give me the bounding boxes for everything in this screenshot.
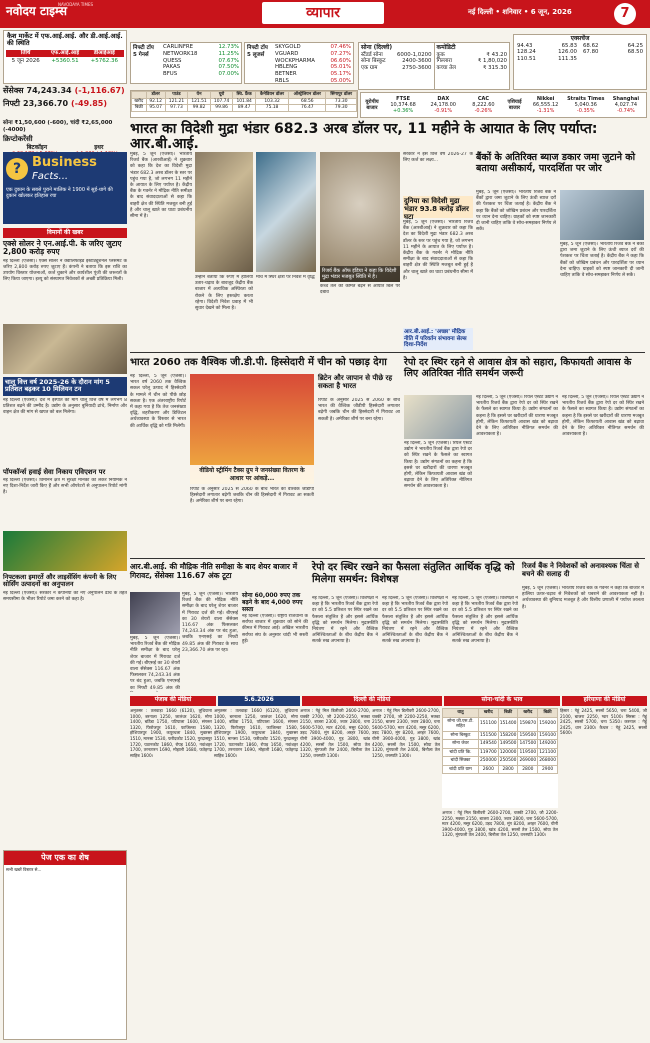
bullion-cell: 149500 bbox=[499, 741, 517, 746]
gold-silver-brief: सोना ₹1,50,600 (-600), चांदी ₹2,65,000 (-4000) bbox=[3, 120, 113, 133]
currency-header: ऑस्ट्रेलियन डॉलर bbox=[289, 92, 326, 99]
world-market-value: 24,178.00 bbox=[430, 101, 456, 108]
commodity-row-value: ₹ 43.20 bbox=[486, 51, 507, 58]
gdp-body-col3: रिपोर्ट के अनुसार 2025 से 2060 के बीच भारत की वैश्विक जीडीपी हिस्सेदारी लगातार बढ़ेगी जबकि चीन की हिस्सेदारी में गिरावट आ सकती है। अमेरिका शीर्ष पर बना रहेगा। bbox=[318, 398, 400, 422]
haryana-mandi-tab[interactable]: हरियाणा की मंडियां bbox=[562, 696, 647, 706]
gdp-subhead[interactable]: ब्रिटेन और जापान से पीछे रह सकता है भारत bbox=[318, 374, 393, 390]
forex-row bbox=[517, 56, 577, 63]
world-market-change: -1.31% bbox=[536, 108, 555, 115]
currency-sell: 79.30 bbox=[326, 105, 357, 112]
bullion-cell: 159500 bbox=[519, 732, 537, 738]
bullion-cell: चांदी प्रति कि. bbox=[443, 748, 479, 757]
bullion-tab[interactable]: सोना-चांदी के भाव bbox=[444, 696, 560, 706]
newspaper-logo[interactable]: नवोदय टाइम्स bbox=[6, 4, 68, 18]
currency-buy: 121.21 bbox=[165, 98, 188, 105]
bullion-row bbox=[443, 740, 558, 749]
commodity-row-value: ₹ 315.30 bbox=[482, 65, 507, 71]
gold-side-headline[interactable]: सोना 60,000 रुपए तक बढ़ने के बाद 4,000 रुपए सस्ता bbox=[242, 592, 303, 613]
bullion-row bbox=[443, 748, 558, 757]
gainer-row bbox=[163, 44, 239, 51]
commodity-title: कमोडिटी bbox=[436, 44, 456, 51]
currency-header: पाउंड bbox=[165, 92, 188, 99]
bullion-table bbox=[442, 708, 558, 774]
left-news-2-body: नई दिल्ली (एजेंसी)। देश में इस्पात की मांग चालू वित्त वर्ष में लगभग 8 प्रतिशत बढ़ने की उम्मीद है। उद्योग के अनुसार बुनियादी ढांचे, निर्माण और वाहन क्षेत्र की मांग से खपत को बल मिलेगा। bbox=[3, 397, 127, 415]
world-market-change: -0.74% bbox=[617, 108, 635, 115]
forex-right-row-value: 68.50 bbox=[627, 49, 643, 56]
market-headline[interactable]: आर.बी.आई. की मौद्रिक नीति समीक्षा के बाद शेयर बाजार में गिरावट, सेंसेक्स 116.67 अंक टूटा bbox=[130, 562, 298, 580]
page-number: 7 bbox=[614, 3, 636, 25]
world-market-change: -0.35% bbox=[576, 108, 595, 115]
solar-plant-photo bbox=[3, 324, 127, 374]
loser-row-label: VGUARD bbox=[275, 50, 299, 57]
world-market-name: Shanghai bbox=[612, 95, 640, 102]
loser-row bbox=[275, 51, 351, 58]
sensex-label: सेंसेक्स bbox=[3, 86, 24, 95]
gainer-row-label: CARLINFRE bbox=[163, 44, 194, 50]
fii-col-fii: एफ.आई.आई bbox=[50, 50, 80, 56]
currency-header: स्वि. फ्रैंक bbox=[233, 92, 256, 99]
repo-expert-headline[interactable]: रेपो दर स्थिर रखने का फैसला संतुलित आर्थिक वृद्धि को मिलेगा समर्थन: विशेषज्ञ bbox=[312, 562, 515, 585]
repo-expert-col3: नई दिल्ली, 5 जून (एजेंसी)। विशेषज्ञों ने कहा है कि भारतीय रिजर्व बैंक द्वारा रेपो दर को 5.5 प्रतिशत पर स्थिर रखने का फैसला संतुलित है और इससे आर्थिक वृद्धि को समर्थन मिलेगा। मुद्रास्फीति नियंत्रण में रहने और वैश्विक अनिश्चितताओं के बीच केंद्रीय बैंक ने सतर्क रुख अपनाया है। bbox=[452, 596, 518, 645]
dii-value: +5762.36 bbox=[90, 57, 118, 64]
left-news-1-head[interactable]: एक्से सोलर ने एन.आई.पी. के जरिए जुटाए 2,800 करोड़ रुपए bbox=[3, 238, 122, 256]
world-market bbox=[526, 96, 566, 115]
commodity-row bbox=[437, 65, 508, 72]
game-photo bbox=[3, 531, 127, 571]
gold-row-value: 2750-3600 bbox=[402, 65, 432, 71]
gainer-row bbox=[163, 58, 239, 65]
currency-header: कैनेडियन डॉलर bbox=[255, 92, 288, 99]
bullion-row bbox=[443, 731, 558, 740]
currency-sell: 89.47 bbox=[233, 105, 256, 112]
nifty-gainers-box bbox=[130, 42, 242, 84]
loser-row bbox=[275, 44, 351, 51]
commodity-row-label: गिल्लारा bbox=[436, 58, 453, 65]
gainer-row-value: 11.25% bbox=[218, 50, 239, 57]
bullion-cell: 2900 bbox=[538, 765, 558, 774]
housing-photo bbox=[404, 395, 472, 439]
world-market bbox=[383, 96, 423, 115]
bullion-cell: 119700 bbox=[479, 749, 497, 755]
gdp-infographic bbox=[190, 374, 314, 484]
forex-row-label: 128.24 bbox=[517, 49, 536, 56]
info-icon: ? bbox=[6, 158, 28, 180]
bullion-cell: चांदी सिक्का bbox=[443, 757, 479, 766]
gainer-row-value: 07.00% bbox=[218, 71, 239, 77]
gold-rows bbox=[361, 52, 432, 72]
currency-sell: 99.82 bbox=[188, 105, 211, 112]
forex-title: एक्सचेंज bbox=[570, 35, 590, 42]
section-title: व्यापार bbox=[262, 2, 384, 24]
forex-right-rows bbox=[580, 43, 646, 63]
repo-expert-col1: नई दिल्ली, 5 जून (एजेंसी)। विशेषज्ञों ने कहा है कि भारतीय रिजर्व बैंक द्वारा रेपो दर को 5.5 प्रतिशत पर स्थिर रखने का फैसला संतुलित है और इससे आर्थिक वृद्धि को समर्थन मिलेगा। मुद्रास्फीति नियंत्रण में रहने और वैश्विक अनिश्चितताओं के बीच केंद्रीय बैंक ने सतर्क रुख अपनाया है। bbox=[312, 596, 378, 645]
bullion-cell: 250500 bbox=[499, 758, 517, 763]
remainder-title[interactable]: पेज एक का शेष bbox=[4, 851, 126, 865]
forex-right-row bbox=[583, 49, 643, 56]
bullion-cell: चांदी प्रति ग्राम bbox=[443, 765, 479, 774]
repo-body-col3: नई दिल्ली, 5 जून (एजेंसी)। रियल एस्टेट उद्योग ने भारतीय रिजर्व बैंक द्वारा रेपो दर को स्थिर रखने के फैसले का स्वागत किया है। उद्योग संगठनों का कहना है कि इससे घर खरीदारों की धारणा मजबूत होगी, लेकिन किफायती आवास खंड को बढ़ावा देने के लिए अतिरिक्त नीतिगत समर्थन की आवश्यकता है। bbox=[562, 395, 644, 438]
lead-body-col2: उन्होंने बताया कि रुपए में हालिया उतार-चढ़ाव के बावजूद केंद्रीय बैंक बाजार में अत्यधिक अस्थिरता को रोकने के लिए हस्तक्षेप करता रहेगा। विदेशी निवेश प्रवाह में भी सुधार देखने को मिला है। bbox=[195, 275, 253, 312]
world-market-value: 5,040.36 bbox=[574, 101, 597, 108]
rbi-emblem-photo bbox=[320, 152, 400, 282]
world-market-name: FTSE bbox=[396, 95, 410, 102]
asia-label: एशियाई बाजार bbox=[507, 98, 522, 111]
sensex-value: 74,243.34 bbox=[26, 86, 72, 95]
bullion-cell: 149200 bbox=[539, 741, 556, 746]
governor-photo bbox=[130, 592, 180, 634]
gdp-headline[interactable]: भारत 2060 तक वैश्विक जी.डी.पी. हिस्सेदारी में चीन को पछाड़ देगा bbox=[130, 357, 387, 368]
right-body-col1: मुंबई, 5 जून (एजेंसी)। भारतीय रिजर्व बैंक ने बैंकों द्वारा जमा जुटाने के लिए ऊंची ब्याज दरों की पेशकश पर चिंता जताई है। केंद्रीय बैंक ने कहा कि बैंकों को जोखिम प्रबंधन और पारदर्शिता पर ध्यान देना चाहिए। ग्राहकों को स्पष्ट जानकारी दी जानी चाहिए ताकि वे सोच-समझकर निर्णय ले सकें। bbox=[476, 190, 556, 233]
gainer-row-value: 07.50% bbox=[218, 64, 239, 71]
bullion-cell: सोना बिस्कुट bbox=[443, 731, 479, 740]
bullion-cell: 121100 bbox=[539, 749, 556, 755]
gainers-label: निफ्टी टॉप 5 गेनर्स bbox=[133, 45, 154, 58]
asia-markets bbox=[526, 96, 647, 115]
gold-row-label: एक ग्राम bbox=[361, 65, 378, 71]
btc-label: बिटकॉइन bbox=[26, 143, 48, 151]
fii-dii-title: कैश मार्केट में एफ.आई.आई. और डी.आई.आई. की स्थिति bbox=[7, 32, 123, 47]
left-news-1-body: नई दिल्ली (एजेंसी)। एक्से सोलर ने क्वालिफाइड इंस्टीट्यूशनल प्लेसमेंट के जरिए 2,800 करोड़ रुपए जुटाए हैं। कंपनी ने बताया कि इस राशि का उपयोग विस्तार योजनाओं, कर्ज चुकाने और कार्यशील पूंजी की जरूरतों के लिए किया जाएगा। इश्यू को संस्थागत निवेशकों से अच्छी प्रतिक्रिया मिली। bbox=[3, 258, 127, 283]
loser-row bbox=[275, 71, 351, 78]
loser-row-label: WOCKPHARMA bbox=[275, 57, 315, 64]
eth-label: इथर bbox=[94, 143, 104, 151]
world-market-change: -0.26% bbox=[474, 108, 493, 115]
gold-row-value: 2400-3600 bbox=[402, 58, 432, 65]
gainer-row bbox=[163, 64, 239, 71]
bullion-cell: 2800 bbox=[498, 765, 518, 774]
lead-body-col3: कच्चे तेल की कीमतें बढ़ने से आयात बिल पर दबाव bbox=[320, 284, 400, 296]
business-facts-body: एक दुकान के सबसे पुराने मालिक ने 1900 में सुई-धागे की दुकान खोलकर इतिहास रचा bbox=[6, 186, 113, 199]
currency-grid bbox=[131, 91, 357, 112]
world-market-name: Straits Times bbox=[567, 95, 605, 102]
world-market-value: 10,374.68 bbox=[390, 101, 416, 108]
currency-buy: 107.74 bbox=[210, 98, 233, 105]
world-market-change: +0.36% bbox=[393, 108, 414, 115]
loser-row bbox=[275, 78, 351, 85]
fii-value: +5360.51 bbox=[51, 57, 79, 64]
fii-date: 5 जून 2026 bbox=[11, 57, 40, 64]
gainer-row-label: PAKAS bbox=[163, 64, 181, 71]
bullion-box bbox=[358, 42, 510, 90]
haryana-mandi-col: हिसार : गेहूं 2425, सरसों 5650, चना 5400, जौ 2100, बाजरा 2250, ग्वार 5100। सिरसा : गेहूं 2425, सरसों 5700, चना 5350। करनाल : गेहूं 2425, धान 2300। कैथल : गेहूं 2425, सरसों 5600। bbox=[560, 708, 647, 736]
gold-row-label: सोना बिस्कुट bbox=[361, 58, 386, 65]
forex-row-value: 111.35 bbox=[558, 56, 577, 62]
nifty-label: निफ्टी bbox=[3, 99, 20, 108]
separator bbox=[130, 352, 645, 353]
left-news-2-head[interactable]: चालू वित्त वर्ष 2025-26 के दौरान मांग 5 प्रतिशत बढ़कर 10 मिलियन टन bbox=[3, 377, 127, 396]
bullion-cell: 119500 bbox=[519, 749, 537, 755]
gold-title: सोना (दिल्ली) bbox=[361, 44, 393, 51]
left-news-4-head[interactable]: निफ्टकला इमारतें और लाइसेंसिंग कंपनी के लिए सोर्सिंग उत्पादनों का अनुपालन bbox=[3, 572, 117, 588]
gold-row-value: 6000-1,0200 bbox=[396, 51, 432, 58]
bullion-col-header: खरीद bbox=[478, 709, 498, 718]
left-news-4-body: नई दिल्ली (एजेंसी)। सरकार ने कंपनियों को नए अनुपालन ढांचे के तहत समयसीमा के भीतर रिपोर्ट जमा करने को कहा है। bbox=[3, 590, 127, 602]
europe-label: यूरोपीय बाजार bbox=[365, 98, 379, 111]
bullion-cell: सोना जेवर bbox=[443, 740, 479, 749]
loser-row-value: 07.46% bbox=[330, 44, 351, 50]
bullion-col-header: खरीद bbox=[518, 709, 538, 718]
delhi-mandi-col2: अनाज : गेहूं मिल डिलीवरी 2600-2700, चक्की 2700, जौ 2200-2250, मक्का 2150, बाजरा 2300, ज्वार 2800, चना 5600-5700, मटर 4200, मसूर 6200, उड़द 7800, मूंग 8200, अरहर 7600, चीनी 3900-4000, गुड़ 3800, खांड 4200, सरसों तेल 1500, सोया तेल 1320, मूंगफली तेल 2400, बिनौला तेल 1250, वनस्पति 1300। bbox=[372, 708, 440, 758]
commodity-rows bbox=[437, 52, 508, 72]
lead-photo-caption: रिजर्व बैंक ऑफ इंडिया ने कहा कि विदेशी मुद्रा भंडार मजबूत स्थिति में है। bbox=[320, 266, 400, 283]
loser-row-value: 05.00% bbox=[330, 77, 351, 84]
gainers-list bbox=[161, 43, 241, 83]
lead-body-col1: मुंबई, 5 जून (एजेंसी)। भारतीय रिजर्व बैंक (आरबीआई) ने शुक्रवार को कहा कि देश का विदेशी मुद्रा भंडार 682.3 अरब डॉलर के स्तर पर पहुंच गया है, जो लगभग 11 महीने के आयात के लिए पर्याप्त है। केंद्रीय बैंक के गवर्नर ने मौद्रिक नीति समीक्षा के बाद संवाददाताओं से कहा कि बाहरी क्षेत्र की स्थिति मजबूत बनी हुई है और चालू खाते का घाटा प्रबंधनीय सीमा में है। bbox=[130, 152, 192, 220]
loser-row-value: 05.17% bbox=[330, 71, 351, 77]
world-market bbox=[566, 96, 606, 115]
currency-buy: 103.32 bbox=[255, 98, 288, 105]
bullion-table-box bbox=[442, 708, 558, 808]
gdp-body-col2: रिपोर्ट के अनुसार 2025 से 2060 के बीच भारत की वैश्विक जीडीपी हिस्सेदारी लगातार बढ़ेगी जबकि चीन की हिस्सेदारी में गिरावट आ सकती है। अमेरिका शीर्ष पर बना रहेगा। bbox=[190, 487, 314, 505]
lead-kicker: सरकार ने इस वित्त वर्ष 2026-27 के लिए कर्ज का लक्ष्य... bbox=[403, 152, 473, 164]
lead-building-photo bbox=[256, 152, 316, 272]
world-market-name: CAC bbox=[477, 95, 490, 102]
bullion-cell: 2800 bbox=[518, 765, 538, 774]
world-markets-box bbox=[360, 92, 647, 118]
forex-row-value: 126.00 bbox=[558, 49, 577, 56]
forex-right-row-value: 64.25 bbox=[627, 42, 643, 49]
right-photo bbox=[560, 190, 644, 240]
gainer-row-label: NETWORK18 bbox=[163, 50, 198, 57]
crypto-title: क्रिप्टोकरेंसी bbox=[3, 134, 33, 143]
fii-col-date: तिथि bbox=[20, 50, 31, 56]
loser-row-label: RBLS bbox=[275, 77, 289, 84]
currency-table bbox=[130, 90, 358, 118]
commodity-row-value: ₹ 1,80,020 bbox=[477, 58, 507, 65]
bullion-col-header: बिक्री bbox=[498, 709, 518, 718]
world-market-name: Nikkei bbox=[536, 95, 555, 102]
gainer-row-value: 12.73% bbox=[218, 44, 239, 50]
logo-subtitle: NAVODAYA TIMES bbox=[58, 2, 94, 7]
rbi-advice-body: मुंबई, 5 जून (एजेंसी)। भारतीय रिजर्व बैंक के गवर्नर ने कहा कि बाजार में हालिया उतार-चढ़ाव से निवेशकों को घबराने की आवश्यकता नहीं है। अर्थव्यवस्था की बुनियाद मजबूत है और वित्तीय प्रणाली में पर्याप्त तरलता है। bbox=[522, 586, 644, 610]
currency-sell: 95.07 bbox=[146, 105, 165, 112]
forex-right-row bbox=[583, 43, 643, 50]
repo-expert-col2: नई दिल्ली, 5 जून (एजेंसी)। विशेषज्ञों ने कहा है कि भारतीय रिजर्व बैंक द्वारा रेपो दर को 5.5 प्रतिशत पर स्थिर रखने का फैसला संतुलित है और इससे आर्थिक वृद्धि को समर्थन मिलेगा। मुद्रास्फीति नियंत्रण में रहने और वैश्विक अनिश्चितताओं के बीच केंद्रीय बैंक ने सतर्क रुख अपनाया है। bbox=[382, 596, 448, 645]
forex-row bbox=[517, 49, 577, 56]
europe-markets bbox=[383, 96, 504, 115]
loser-row-label: HBLENG bbox=[275, 64, 298, 71]
loser-row-value: 05.01% bbox=[330, 64, 351, 71]
nifty-losers-box bbox=[244, 42, 354, 84]
left-news-column bbox=[3, 228, 127, 848]
bullion-cell: 159100 bbox=[539, 732, 556, 738]
sell-label: बिक्री bbox=[132, 105, 147, 112]
market-body-col0: मुंबई, 5 जून (एजेंसी)। भारतीय रिजर्व बैंक की मौद्रिक नीति समीक्षा के बाद घरेलू शेयर बाजार में गिरावट दर्ज की गई। बीएसई का 30 शेयरों वाला सेंसेक्स 116.67 अंक फिसलकर 74,243.34 अंक पर बंद हुआ, जबकि एनएसई का निफ्टी 49.85 अंक की bbox=[130, 636, 180, 691]
currency-sell: 76.47 bbox=[289, 105, 326, 112]
bullion-cell: 268000 bbox=[539, 758, 556, 763]
gold-row bbox=[361, 58, 432, 65]
lead-body-col4: मुंबई, 5 जून (एजेंसी)। भारतीय रिजर्व बैंक (आरबीआई) ने शुक्रवार को कहा कि देश का विदेशी मुद्रा भंडार 682.3 अरब डॉलर के स्तर पर पहुंच गया है, जो लगभग 11 महीने के आयात के लिए पर्याप्त है। केंद्रीय बैंक के गवर्नर ने मौद्रिक नीति समीक्षा के बाद संवाददाताओं से कहा कि बाहरी क्षेत्र की स्थिति मजबूत बनी हुई है और चालू खाते का घाटा प्रबंधनीय सीमा में है। bbox=[403, 220, 473, 281]
bullion-row bbox=[443, 757, 558, 766]
gainer-row bbox=[163, 51, 239, 58]
loser-row-value: 07.27% bbox=[330, 50, 351, 57]
bullion-cell: 149540 bbox=[479, 741, 497, 746]
currency-buy: 68.56 bbox=[289, 98, 326, 105]
currency-buy: 73.30 bbox=[326, 98, 357, 105]
loser-row-value: 06.60% bbox=[330, 57, 351, 64]
bullion-cell: 2600 bbox=[478, 765, 498, 774]
indices-box bbox=[3, 86, 127, 116]
business-facts-sub: Facts... bbox=[32, 171, 69, 183]
gold-row bbox=[361, 65, 432, 72]
right-body-col2: मुंबई, 5 जून (एजेंसी)। भारतीय रिजर्व बैंक ने बैंकों द्वारा जमा जुटाने के लिए ऊंची ब्याज दरों की पेशकश पर चिंता जताई है। केंद्रीय बैंक ने कहा कि बैंकों को जोखिम प्रबंधन और पारदर्शिता पर ध्यान देना चाहिए। ग्राहकों को स्पष्ट जानकारी दी जानी चाहिए ताकि वे सोच-समझकर निर्णय ले सकें। bbox=[560, 242, 644, 279]
world-market-change: -0.91% bbox=[434, 108, 453, 115]
lead-box-head[interactable]: दुनिया का विदेशी मुद्रा भंडार 93.8 करोड़ डॉलर घटा bbox=[403, 196, 473, 218]
forex-row-label: 94.43 bbox=[517, 42, 533, 49]
lead-headline[interactable]: भारत का विदेशी मुद्रा भंडार 682.3 अरब डॉलर पर, 11 महीने के आयात के लिए पर्याप्त: आर.बी.आई. bbox=[130, 121, 598, 152]
world-market bbox=[463, 96, 503, 115]
gold-row-label: स्टैंडर्ड सोना bbox=[361, 51, 383, 58]
currency-sell: 97.73 bbox=[165, 105, 188, 112]
buy-label: खरीद bbox=[132, 98, 147, 105]
punjab-mandi-col1: अमृतसर : तलवाड़ा 1660 (6120), लुधियाना 1000, बरनाला 1250, जालंधर 1620, मोगा 1400, बठिंडा 1750, पटियाला 1600, संगरूर 1320, फिरोजपुर 1610, फाजिल्का 1580, होशियारपुर 1900, कपूरथला 1840, मुक्तसर 1510, मानसा 1530, फरीदकोट 1520, गुरदासपुर 1720, पठानकोट 1860, रोपड़ 1650, नवांशहर 1700, तरनतारन 1690, मोहाली 1680, फतेहगढ़ साहिब 1600। bbox=[130, 708, 212, 758]
remainder-body: सभी खबरें विस्तार से... bbox=[6, 867, 42, 872]
forex-right-row-label: 67.80 bbox=[583, 49, 599, 56]
bullion-cell: 120000 bbox=[499, 749, 517, 755]
right-headline[interactable]: बैंकों के अतिरिक्त ब्याज डकार जमा जुटाने को बताया असीकार्य, पारदर्शिता पर जोर bbox=[476, 152, 636, 174]
mandi-header-bar bbox=[130, 696, 647, 706]
world-market bbox=[606, 96, 646, 115]
forex-left-rows bbox=[514, 43, 580, 63]
bullion-cell: 151100 bbox=[478, 717, 498, 731]
market-body-col1: मुंबई, 5 जून (एजेंसी)। भारतीय रिजर्व बैंक की मौद्रिक नीति समीक्षा के बाद घरेलू शेयर बाजार में गिरावट दर्ज की गई। बीएसई का 30 शेयरों वाला सेंसेक्स 116.67 अंक फिसलकर 74,243.34 अंक पर बंद हुआ, जबकि एनएसई का निफ्टी 49.85 अंक की गिरावट के साथ 23,366.70 अंक पर रहा। bbox=[182, 592, 238, 653]
bullion-col-header: बिक्री bbox=[538, 709, 558, 718]
bullion-cell: 151400 bbox=[498, 717, 518, 731]
losers-list bbox=[273, 43, 353, 83]
fii-col-dii: डीआईआई bbox=[93, 50, 115, 56]
gainer-row-label: BFUS bbox=[163, 71, 178, 77]
losers-label: निफ्टी टॉप 5 लूजर्स bbox=[247, 45, 268, 58]
gdp-body-col1: नई दिल्ली, 5 जून (एजेंसी)। भारत वर्ष 2060 तक वैश्विक सकल घरेलू उत्पाद में हिस्सेदारी के मामले में चीन को पीछे छोड़ सकता है। एक अंतरराष्ट्रीय रिपोर्ट में कहा गया है कि तेज जनसंख्या वृद्धि, शहरीकरण और डिजिटल अर्थव्यवस्था के विस्तार से भारत की आर्थिक वृद्धि को गति मिलेगी। bbox=[130, 374, 186, 429]
left-news-tag: विमानों की खबर bbox=[3, 228, 127, 238]
crypto-brief bbox=[3, 120, 127, 150]
bullion-cell: 147500 bbox=[519, 741, 537, 746]
left-news-3-body: नई दिल्ली (एजेंसी)। विमानन क्षेत्र में सुरक्षा मानकों को लेकर नियामक ने नए दिशा-निर्देश जारी किए हैं और सभी ऑपरेटरों से अनुपालन रिपोर्ट मांगी है। bbox=[3, 477, 127, 495]
masthead bbox=[0, 0, 650, 28]
currency-buy: 101.84 bbox=[233, 98, 256, 105]
forex-row-value: 65.83 bbox=[561, 42, 577, 49]
forex-right-row-label: 68.62 bbox=[583, 42, 599, 49]
currency-header: सिंगापुर डॉलर bbox=[326, 92, 357, 99]
commodity-row bbox=[437, 58, 508, 65]
bullion-notes: अनाज : गेहूं मिल डिलीवरी 2600-2700, चक्की 2700, जौ 2200-2250, मक्का 2150, बाजरा 2300, ज्वार 2800, चना 5600-5700, मटर 4200, मसूर 6200, उड़द 7800, मूंग 8200, अरहर 7600, चीनी 3900-4000, गुड़ 3800, खांड 4200, सरसों तेल 1500, सोया तेल 1320, मूंगफली तेल 2400, बिनौला तेल 1250, वनस्पति 1300। bbox=[442, 810, 558, 838]
world-market-name: DAX bbox=[437, 95, 450, 102]
bullion-cell: 151500 bbox=[479, 732, 497, 738]
forex-row bbox=[517, 43, 577, 50]
world-market-value: 4,027.74 bbox=[614, 101, 638, 108]
repo-body-col1: नई दिल्ली, 5 जून (एजेंसी)। रियल एस्टेट उद्योग ने भारतीय रिजर्व बैंक द्वारा रेपो दर को स्थिर रखने के फैसले का स्वागत किया है। उद्योग संगठनों का कहना है कि इससे घर खरीदारों की धारणा मजबूत होगी, लेकिन किफायती आवास खंड को बढ़ावा देने के लिए अतिरिक्त नीतिगत समर्थन की आवश्यकता है। bbox=[404, 441, 472, 490]
lead-sub-head: मार्च में स्थिर क्षेत्रों पर निवेश में वृद्धि bbox=[256, 275, 315, 280]
currency-sell: 75.18 bbox=[255, 105, 288, 112]
currency-header: डॉलर bbox=[146, 92, 165, 99]
loser-row bbox=[275, 58, 351, 65]
gold-side-body: नई दिल्ली (एजेंसी)। राष्ट्रीय राजधानी के सर्राफा बाजार में शुक्रवार को सोने की कीमत में गिरावट आई। अखिल भारतीय सर्राफा संघ के अनुसार चांदी भी सस्ती हुई। bbox=[242, 614, 308, 644]
bullion-row bbox=[443, 717, 558, 731]
forex-box bbox=[513, 34, 647, 90]
left-news-3-head[interactable]: पॉपकॉर्न्स हवाई सेवा निकाय एविएशन पर bbox=[3, 467, 106, 476]
business-facts-box bbox=[3, 152, 127, 224]
fii-dii-box bbox=[3, 30, 127, 84]
currency-buy: 121.51 bbox=[188, 98, 211, 105]
bullion-cell: 159870 bbox=[518, 717, 538, 731]
world-market bbox=[423, 96, 463, 115]
dateline: नई दिल्ली • शनिवार • 6 जून, 2026 bbox=[468, 8, 572, 16]
loser-row bbox=[275, 64, 351, 71]
gainer-row-label: QUESS bbox=[163, 57, 182, 64]
bullion-cell: सोना जी.एस.टी. सहित bbox=[443, 717, 479, 731]
bullion-cell: 269000 bbox=[519, 758, 537, 763]
punjab-mandi-tab[interactable]: पंजाब की मंडियां bbox=[130, 696, 216, 706]
nifty-value: 23,366.70 bbox=[23, 99, 69, 108]
business-facts-title: Business bbox=[32, 155, 97, 170]
forex-row-label: 110.51 bbox=[517, 56, 536, 62]
delhi-mandi-tab[interactable]: दिल्ली की मंडियां bbox=[302, 696, 442, 706]
rbi-advice-headline[interactable]: रिजर्व बैंक ने निवेशकों को अनावश्यक चिंता से बचने की सलाह दी bbox=[522, 562, 639, 578]
bullion-cell: 250000 bbox=[479, 758, 497, 763]
currency-header: यूरो bbox=[210, 92, 233, 99]
world-market-value: 66,555.12 bbox=[532, 101, 559, 108]
gainer-row bbox=[163, 71, 239, 78]
currency-sell: 99.86 bbox=[210, 105, 233, 112]
gdp-graphic-head: वीडियो स्ट्रीमिंग टैक्स ग्रुप ने जनसंख्या वितरण के आधार पर आंकड़े... bbox=[190, 465, 314, 484]
gainer-row-value: 07.67% bbox=[218, 57, 239, 64]
bullion-cell: 158200 bbox=[499, 732, 517, 738]
mandi-date: 5.6.2026 bbox=[218, 696, 300, 706]
nifty-change: (-49.85) bbox=[71, 99, 107, 108]
lead-gold-photo bbox=[195, 152, 253, 272]
loser-row-label: SKYGOLD bbox=[275, 44, 301, 50]
delhi-mandi-col1: अनाज : गेहूं मिल डिलीवरी 2600-2700, चक्की 2700, जौ 2200-2250, मक्का 2150, बाजरा 2300, ज्वार 2800, चना 5600-5700, मटर 4200, मसूर 6200, उड़द 7800, मूंग 8200, अरहर 7600, चीनी 3900-4000, गुड़ 3800, खांड 4200, सरसों तेल 1500, सोया तेल 1320, मूंगफली तेल 2400, बिनौला तेल 1250, वनस्पति 1300। bbox=[300, 708, 370, 758]
currency-buy: 92.12 bbox=[146, 98, 165, 105]
currency-header: येन bbox=[188, 92, 211, 99]
bullion-row bbox=[443, 765, 558, 774]
commodity-row-label: कच्चा तेल bbox=[436, 65, 456, 71]
sensex-change: (-1,116.67) bbox=[74, 86, 125, 95]
bullion-cell: 159200 bbox=[538, 717, 558, 731]
loser-row-label: BETNER bbox=[275, 71, 297, 77]
page-one-remainder bbox=[3, 850, 127, 1040]
lead-quote: आर.बी.आई.: 'अच्छा' मौद्रिक नीति में परिवर्तन संभावना सेल्स दिशा-निर्देश bbox=[403, 328, 473, 350]
world-market-value: 8,222.60 bbox=[472, 101, 495, 108]
separator-2 bbox=[130, 558, 645, 559]
repo-housing-headline[interactable]: रेपो दर स्थिर रहने से आवास क्षेत्र को सहारा, किफायती आवास के लिए अतिरिक्त नीति समर्थन जरूरी bbox=[404, 357, 632, 379]
punjab-mandi-col2: अमृतसर : तलवाड़ा 1660 (6120), लुधियाना 1000, बरनाला 1250, जालंधर 1620, मोगा 1400, बठिंडा 1750, पटियाला 1600, संगरूर 1320, फिरोजपुर 1610, फाजिल्का 1580, होशियारपुर 1900, कपूरथला 1840, मुक्तसर 1510, मानसा 1530, फरीदकोट 1520, गुरदासपुर 1720, पठानकोट 1860, रोपड़ 1650, नवांशहर 1700, तरनतारन 1690, मोहाली 1680, फतेहगढ़ साहिब 1600। bbox=[214, 708, 298, 758]
repo-body-col2: नई दिल्ली, 5 जून (एजेंसी)। रियल एस्टेट उद्योग ने भारतीय रिजर्व बैंक द्वारा रेपो दर को स्थिर रखने के फैसले का स्वागत किया है। उद्योग संगठनों का कहना है कि इससे घर खरीदारों की धारणा मजबूत होगी, लेकिन किफायती आवास खंड को बढ़ावा देने के लिए अतिरिक्त नीतिगत समर्थन की आवश्यकता है। bbox=[476, 395, 558, 438]
bullion-col-header: धातु bbox=[443, 709, 479, 718]
commodity-row-label: कुक bbox=[436, 51, 445, 58]
